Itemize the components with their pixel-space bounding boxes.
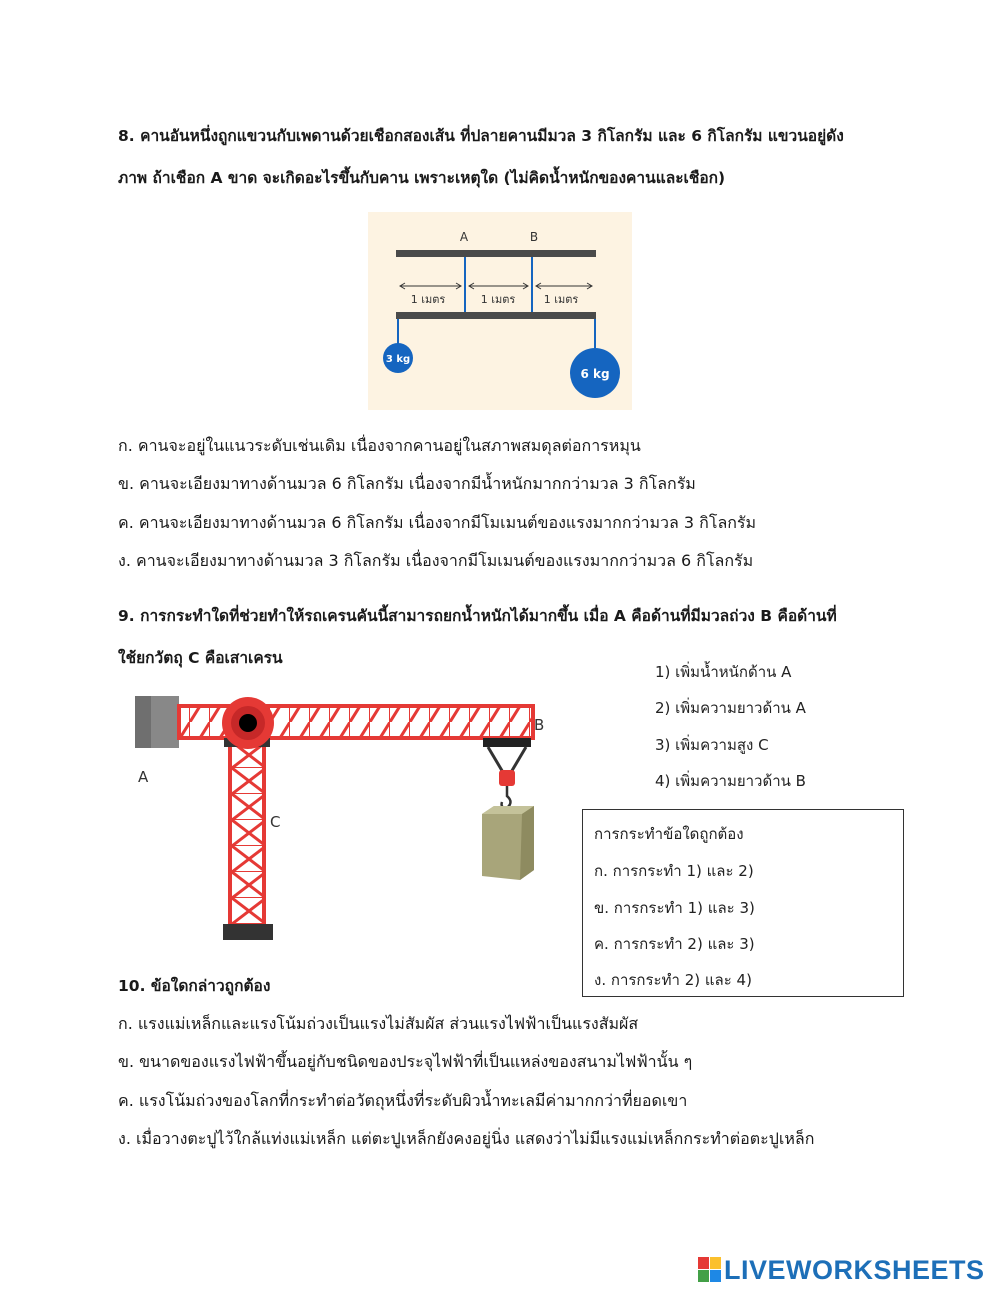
mast-base (223, 924, 273, 940)
rope-label-a: A (459, 230, 469, 244)
q10-option-b: ข. ขนาดของแรงไฟฟ้าขึ้นอยู่กับชนิดของประจุไฟฟ้าที่เป็นแหล่งของสนามไฟฟ้านั้น ๆ (118, 1052, 693, 1071)
q9-action-2: 2) เพิ่มความยาวด้าน A (655, 699, 806, 717)
q9-text-line2: ใช้ยกวัตถุ C คือเสาเครน (118, 649, 283, 667)
q10-option-d: ง. เมื่อวางตะปูไว้ใกล้แท่งแม่เหล็ก แต่ตะปูเหล็กยังคงอยู่นิ่ง แสดงว่าไม่มีแรงแม่เหล็กกระทำต่อตะปูเหล็ก (118, 1129, 815, 1148)
ceiling-bar (396, 250, 596, 257)
crane-label-c: C (270, 813, 281, 831)
q9-box-option-b: ข. การกระทำ 1) และ 3) (594, 899, 755, 917)
mass-3kg-label: 3 kg (385, 354, 411, 365)
q10-option-c: ค. แรงโน้มถ่วงของโลกที่กระทำต่อวัตถุหนึ่งที่ระดับผิวน้ำทะเลมีค่ามากกว่าที่ยอดเขา (118, 1091, 688, 1110)
crane-label-b: B (534, 716, 545, 734)
distance-label-2: 1 เมตร (480, 293, 516, 306)
q9-box-option-d: ง. การกระทำ 2) และ 4) (594, 971, 752, 989)
beam-diagram (368, 212, 632, 410)
trolley (483, 738, 531, 747)
q8-text-line2: ภาพ ถ้าเชือก A ขาด จะเกิดอะไรขึ้นกับคาน เพราะเหตุใด (ไม่คิดน้ำหนักของคานและเชือก) (118, 169, 726, 187)
rope-label-b: B (529, 230, 539, 244)
q8-text-line1: 8. คานอันหนึ่งถูกแขวนกับเพดานด้วยเชือกสองเส้น ที่ปลายคานมีมวล 3 กิโลกรัม และ 6 กิโลกรัม แขวนอยู่ดัง (118, 127, 844, 145)
q9-action-3: 3) เพิ่มความสูง C (655, 736, 769, 754)
distance-arrows (400, 283, 592, 289)
logo-badge-icon (698, 1257, 722, 1283)
q9-action-1: 1) เพิ่มน้ำหนักด้าน A (655, 663, 792, 681)
q9-box-title: การกระทำข้อใดถูกต้อง (594, 825, 744, 843)
crane-label-a: A (138, 768, 149, 786)
crane-diagram (130, 690, 570, 950)
beam (396, 312, 596, 319)
beam-figure (368, 212, 632, 410)
logo-text: LIVEWORKSHEETS (724, 1255, 985, 1285)
q8-option-a: ก. คานจะอยู่ในแนวระดับเช่นเดิม เนื่องจากคานอยู่ในสภาพสมดุลต่อการหมุน (118, 436, 641, 455)
crane-mast (230, 744, 264, 934)
q10-option-a: ก. แรงแม่เหล็กและแรงโน้มถ่วงเป็นแรงไม่สัมผัส ส่วนแรงไฟฟ้าเป็นแรงสัมผัส (118, 1014, 639, 1033)
q8-option-b: ข. คานจะเอียงมาทางด้านมวล 6 กิโลกรัม เนื่องจากมีน้ำหนักมากกว่ามวล 3 กิโลกรัม (118, 474, 696, 493)
distance-label-3: 1 เมตร (543, 293, 579, 306)
q8-option-d: ง. คานจะเอียงมาทางด้านมวล 3 กิโลกรัม เนื่องจากมีโมเมนต์ของแรงมากกว่ามวล 6 กิโลกรัม (118, 551, 754, 570)
hook (502, 786, 511, 808)
mass-6kg-label: 6 kg (580, 367, 610, 381)
q9-answer-box (582, 809, 904, 997)
q9-box-option-a: ก. การกระทำ 1) และ 2) (594, 862, 754, 880)
q9-box-option-c: ค. การกระทำ 2) และ 3) (594, 935, 755, 953)
crane-figure (130, 690, 570, 950)
q9-action-4: 4) เพิ่มความยาวด้าน B (655, 772, 806, 790)
liveworksheets-logo (698, 1255, 998, 1285)
distance-label-1: 1 เมตร (410, 293, 446, 306)
q8-option-c: ค. คานจะเอียงมาทางด้านมวล 6 กิโลกรัม เนื่องจากมีโมเมนต์ของแรงมากกว่ามวล 3 กิโลกรัม (118, 513, 757, 532)
q10-title: 10. ข้อใดกล่าวถูกต้อง (118, 977, 271, 995)
q9-text-line1: 9. การกระทำใดที่ช่วยทำให้รถเครนคันนี้สามารถยกน้ำหนักได้มากขึ้น เมื่อ A คือด้านที่มีมวลถ่วง B คือด้านที่ (118, 607, 837, 625)
hook-block (499, 770, 515, 786)
